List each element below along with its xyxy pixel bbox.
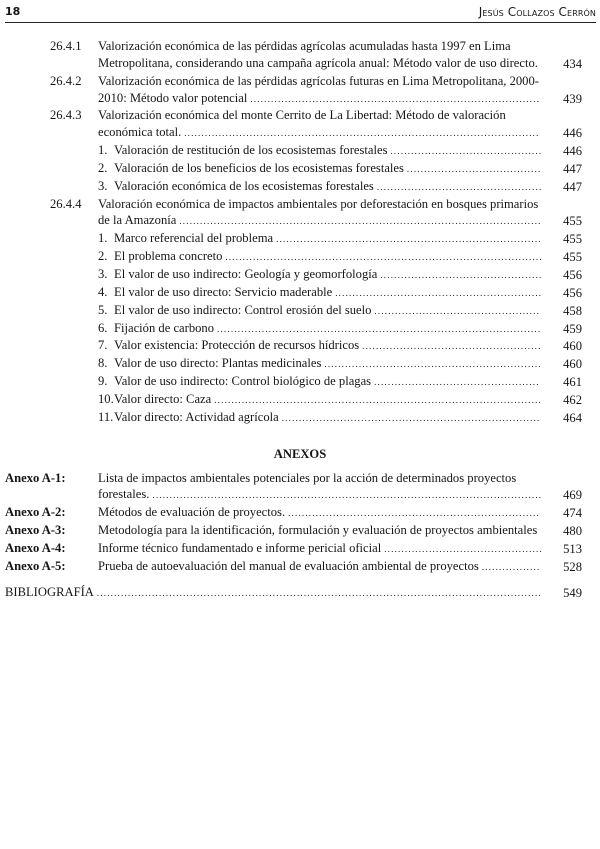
toc-subentry[interactable]	[0, 266, 600, 284]
entry-page: 455	[563, 232, 582, 247]
toc-subentry[interactable]	[0, 409, 600, 427]
entry-title: Metodología para la identificación, formulación y evaluación de proyectos ambientales	[98, 523, 538, 538]
toc-subentry[interactable]	[0, 178, 600, 196]
toc-subentry[interactable]	[0, 373, 600, 391]
entry-number: 11.	[98, 409, 114, 424]
entry-number: 1.	[98, 143, 108, 158]
entry-page: 434	[563, 56, 582, 71]
dot-leader: ....................................................................................	[250, 93, 541, 104]
entry-page: 447	[563, 161, 582, 176]
entry-page: 455	[563, 214, 582, 229]
entry-number: 2.	[98, 249, 108, 264]
dot-leader: .......................................	[406, 163, 542, 174]
running-author: Jesús Collazos Cerrón	[478, 5, 596, 19]
entry-title: Valorización económica de las pérdidas agrícolas acumuladas hasta 1997 en Lima Metropolitana, considerando una campaña agrícola anual: Método valor de uso directo.	[98, 39, 538, 70]
toc-entry-annex[interactable]	[0, 522, 600, 540]
dot-leader: .................	[481, 561, 541, 572]
entry-number: 3.	[98, 266, 108, 281]
toc-entry-annex[interactable]	[0, 470, 600, 505]
toc-entry[interactable]	[0, 73, 600, 108]
entry-page: 474	[563, 506, 582, 521]
dot-leader: ..............................................................................................	[217, 323, 542, 334]
page-number: 18	[5, 5, 21, 18]
entry-page: 549	[563, 585, 582, 600]
entry-page: 459	[563, 321, 582, 336]
entry-page: 456	[563, 285, 582, 300]
entry-title: Informe técnico fundamentado e informe pericial oficial	[98, 540, 382, 555]
entry-title: Métodos de evaluación de proyectos.	[98, 505, 286, 520]
dot-leader: .................................................................................................................	[152, 490, 543, 501]
entry-title: Valor directo: Caza	[114, 391, 212, 406]
entry-number: Anexo A-1:	[5, 470, 66, 485]
dot-leader: ..............................................	[384, 543, 543, 554]
entry-page: 464	[563, 410, 582, 425]
entry-number: Anexo A-5:	[5, 558, 66, 573]
toc-entry[interactable]	[0, 196, 600, 231]
entry-title: Marco referencial del problema	[114, 231, 274, 246]
dot-leader: ....................................................	[362, 341, 542, 352]
dot-leader: .......................................................................................................	[184, 128, 540, 139]
entry-number: 7.	[98, 338, 108, 353]
toc-subentry[interactable]	[0, 355, 600, 373]
toc-subentry[interactable]	[0, 320, 600, 338]
toc-entry-annex[interactable]	[0, 558, 600, 576]
dot-leader: ................................................	[374, 305, 541, 316]
entry-page: 439	[563, 91, 582, 106]
dot-leader: .............................................................................	[276, 234, 542, 245]
dot-leader: ...............................................................................................	[214, 394, 542, 405]
annex-entries	[0, 470, 600, 576]
dot-leader: ................................................	[376, 181, 543, 192]
entry-title: Valorización económica del monte Cerrito de La Libertad: Método de valoración económica total.	[98, 108, 506, 140]
entry-number: 8.	[98, 356, 108, 371]
entry-number: 4.	[98, 284, 108, 299]
entry-page: 446	[563, 126, 582, 141]
toc-subentry[interactable]	[0, 302, 600, 320]
entry-number: Anexo A-4:	[5, 540, 66, 555]
toc-subentry[interactable]	[0, 391, 600, 409]
dot-leader: ...............................................................	[324, 359, 542, 370]
entry-title: El valor de uso directo: Servicio maderable	[114, 284, 333, 299]
entry-title: Valor existencia: Protección de recursos hídricos	[114, 338, 360, 353]
entry-title: Valoración económica de los ecosistemas forestales	[114, 178, 374, 193]
toc-entry-annex[interactable]	[0, 540, 600, 558]
toc-entry[interactable]	[0, 107, 600, 142]
toc-entry-bibliography[interactable]	[0, 584, 600, 602]
entry-title: Valor de uso directo: Plantas medicinales	[114, 356, 322, 371]
annexes-heading: ANEXOS	[273, 446, 327, 461]
toc-entry[interactable]	[0, 38, 600, 73]
entry-page: 447	[563, 179, 582, 194]
entry-title: Valoración de restitución de los ecosistemas forestales	[114, 143, 388, 158]
entry-number: 2.	[98, 160, 108, 175]
entry-number: 3.	[98, 178, 108, 193]
toc-subentry[interactable]	[0, 230, 600, 248]
entry-page: 455	[563, 250, 582, 265]
entry-number: Anexo A-2:	[5, 505, 66, 520]
toc-subentry[interactable]	[0, 248, 600, 266]
dot-leader: ...............................................	[380, 269, 543, 280]
toc-subentry[interactable]	[0, 284, 600, 302]
dot-leader: ............................................	[390, 146, 543, 157]
entry-number: 26.4.3	[50, 108, 82, 123]
entry-title: BIBLIOGRAFÍA	[5, 584, 94, 599]
entry-number: 5.	[98, 302, 108, 317]
entry-title: Fijación de carbono	[114, 320, 215, 335]
dot-leader: ............................................................................................	[225, 252, 543, 263]
dot-leader: ............................................................	[335, 287, 543, 298]
entry-page: 528	[563, 559, 582, 574]
dot-leader: ................................................	[374, 377, 540, 388]
entry-title: Valorización económica de las pérdidas agrícolas futuras en Lima Metropolitana, 2000-2010: Método valor potencial	[98, 73, 539, 105]
entry-page: 461	[563, 375, 582, 390]
entry-page: 480	[563, 524, 582, 539]
entry-number: Anexo A-3:	[5, 523, 66, 538]
entry-page: 456	[563, 267, 582, 282]
entry-title: Valoración de los beneficios de los ecosistemas forestales	[114, 160, 404, 175]
toc-entry-annex[interactable]	[0, 504, 600, 522]
toc-subentry[interactable]	[0, 142, 600, 160]
running-header	[5, 4, 596, 23]
section-entries	[0, 38, 600, 427]
table-of-contents	[0, 38, 600, 601]
entry-number: 1.	[98, 231, 108, 246]
entry-title: Valor de uso indirecto: Control biológico de plagas	[114, 374, 372, 389]
entry-title: Lista de impactos ambientales potenciales por la acción de determinados proyectos forestales.	[98, 470, 517, 502]
entry-page: 460	[563, 339, 582, 354]
entry-page: 513	[563, 541, 582, 556]
entry-number: 26.4.2	[50, 73, 82, 88]
entry-number: 26.4.1	[50, 39, 82, 53]
entry-title: Valor directo: Actividad agrícola	[114, 409, 279, 424]
entry-title: El valor de uso indirecto: Control erosión del suelo	[114, 302, 372, 317]
entry-number: 6.	[98, 320, 108, 335]
toc-subentry[interactable]	[0, 160, 600, 178]
toc-subentry[interactable]	[0, 337, 600, 355]
entry-title: El valor de uso indirecto: Geología y geomorfología	[114, 266, 378, 281]
dot-leader: .........................................................................................................	[179, 216, 542, 227]
dot-leader: .................................................................................................................................	[96, 587, 542, 598]
entry-number: 10.	[98, 391, 114, 406]
entry-page: 462	[563, 392, 582, 407]
entry-page: 458	[563, 303, 582, 318]
entry-title: Valoración económica de impactos ambientales por deforestación en bosques primarios de la Amazonía	[98, 196, 539, 228]
entry-title: El problema concreto	[114, 249, 223, 264]
entry-page: 446	[563, 144, 582, 159]
entry-number: 9.	[98, 374, 108, 389]
entry-number: 26.4.4	[50, 196, 82, 211]
entry-title: Prueba de autoevaluación del manual de evaluación ambiental de proyectos	[98, 558, 479, 573]
dot-leader: .........................................................................	[288, 508, 540, 519]
dot-leader: ...........................................................................	[281, 412, 541, 423]
entry-page: 469	[563, 488, 582, 503]
entry-page: 460	[563, 357, 582, 372]
